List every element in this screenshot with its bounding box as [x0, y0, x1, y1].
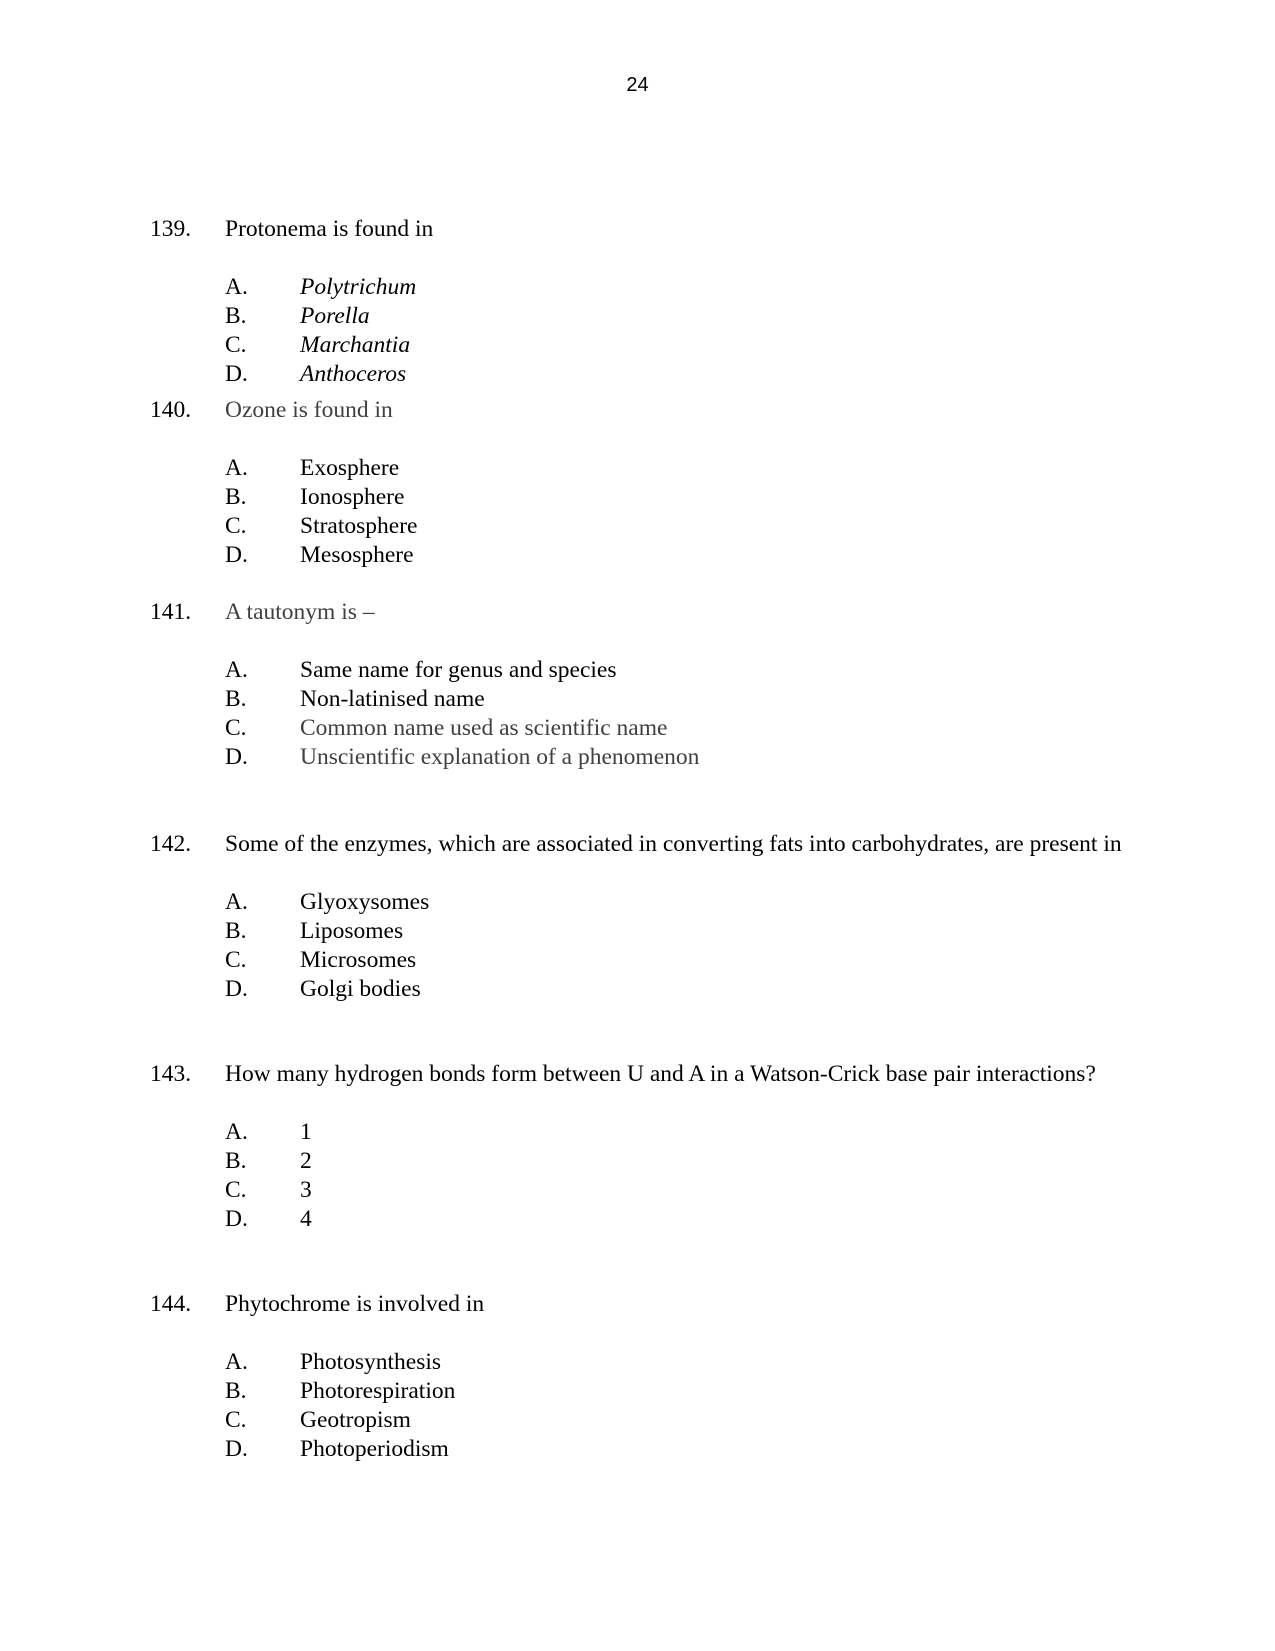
option-text: 1: [300, 1119, 312, 1145]
option-text: Stratosphere: [300, 513, 418, 539]
option-text: Microsomes: [300, 947, 417, 973]
option-letter: C.: [225, 332, 247, 358]
option-b: [225, 302, 1130, 331]
option-d: [225, 360, 1130, 389]
question-143: [150, 1060, 1130, 1234]
option-letter: C.: [225, 513, 247, 539]
option-a: [225, 888, 1130, 917]
question-number: 139.: [150, 216, 192, 242]
question-144: [150, 1290, 1130, 1464]
option-letter: C.: [225, 947, 247, 973]
option-letter: C.: [225, 1177, 247, 1203]
option-d: [225, 743, 1130, 772]
option-letter: D.: [225, 1436, 248, 1462]
option-text: Exosphere: [300, 455, 400, 481]
option-letter: A.: [225, 1349, 248, 1375]
option-d: [225, 1435, 1130, 1464]
option-b: [225, 685, 1130, 714]
option-letter: D.: [225, 542, 248, 568]
option-letter: D.: [225, 361, 248, 387]
options-list: [150, 656, 1130, 772]
option-c: [225, 512, 1130, 541]
question-text: Phytochrome is involved in: [225, 1291, 485, 1317]
option-text: Photoperiodism: [300, 1436, 449, 1462]
option-c: [225, 331, 1130, 360]
option-letter: C.: [225, 1407, 247, 1433]
options-list: [150, 1348, 1130, 1464]
option-letter: A.: [225, 1119, 248, 1145]
option-b: [225, 1377, 1130, 1406]
option-d: [225, 541, 1130, 570]
option-text: 3: [300, 1177, 312, 1203]
question-text: How many hydrogen bonds form between U and A in a Watson-Crick base pair interactions?: [225, 1061, 1096, 1087]
option-letter: A.: [225, 889, 248, 915]
option-text: 4: [300, 1206, 312, 1232]
option-letter: D.: [225, 744, 248, 770]
options-list: [150, 273, 1130, 389]
question-142: [150, 830, 1130, 1004]
option-text: Glyoxysomes: [300, 889, 430, 915]
option-b: [225, 1147, 1130, 1176]
question-number: 144.: [150, 1291, 192, 1317]
option-c: [225, 1176, 1130, 1205]
option-d: [225, 975, 1130, 1004]
option-text: Mesosphere: [300, 542, 414, 568]
option-letter: A.: [225, 274, 248, 300]
options-list: [150, 454, 1130, 570]
option-letter: B.: [225, 1148, 247, 1174]
option-text: Golgi bodies: [300, 976, 421, 1002]
option-letter: B.: [225, 1378, 247, 1404]
option-a: [225, 656, 1130, 685]
option-text: Photosynthesis: [300, 1349, 442, 1375]
option-letter: D.: [225, 976, 248, 1002]
question-number: 142.: [150, 831, 192, 857]
option-c: [225, 714, 1130, 743]
option-text: Non-latinised name: [300, 686, 485, 712]
option-letter: B.: [225, 484, 247, 510]
question-141: [150, 598, 1130, 772]
question-text: Ozone is found in: [225, 397, 393, 423]
option-text: Liposomes: [300, 918, 404, 944]
option-b: [225, 483, 1130, 512]
option-text: Ionosphere: [300, 484, 405, 510]
question-text: Protonema is found in: [225, 216, 434, 242]
question-139: [150, 215, 1130, 389]
question-text: A tautonym is –: [225, 599, 375, 625]
option-a: [225, 1118, 1130, 1147]
option-letter: C.: [225, 715, 247, 741]
question-number: 141.: [150, 599, 192, 625]
option-letter: B.: [225, 303, 247, 329]
option-text: Marchantia: [300, 332, 411, 358]
question-text: Some of the enzymes, which are associated in converting fats into carbohydrates, are present in: [225, 831, 1122, 857]
option-a: [225, 454, 1130, 483]
option-d: [225, 1205, 1130, 1234]
option-text: Polytrichum: [300, 274, 417, 300]
option-a: [225, 273, 1130, 302]
option-b: [225, 917, 1130, 946]
question-140: [150, 396, 1130, 570]
option-text: Same name for genus and species: [300, 657, 617, 683]
question-number: 143.: [150, 1061, 192, 1087]
option-letter: D.: [225, 1206, 248, 1232]
option-text: Common name used as scientific name: [300, 715, 668, 741]
options-list: [150, 888, 1130, 1004]
option-letter: B.: [225, 918, 247, 944]
option-letter: A.: [225, 657, 248, 683]
option-text: 2: [300, 1148, 312, 1174]
options-list: [150, 1118, 1130, 1234]
option-text: Anthoceros: [300, 361, 407, 387]
option-c: [225, 1406, 1130, 1435]
option-text: Geotropism: [300, 1407, 411, 1433]
option-text: Porella: [300, 303, 370, 329]
option-letter: A.: [225, 455, 248, 481]
question-number: 140.: [150, 397, 192, 423]
option-c: [225, 946, 1130, 975]
page-number: 24: [626, 74, 649, 96]
option-text: Unscientific explanation of a phenomenon: [300, 744, 700, 770]
option-a: [225, 1348, 1130, 1377]
option-text: Photorespiration: [300, 1378, 456, 1404]
option-letter: B.: [225, 686, 247, 712]
